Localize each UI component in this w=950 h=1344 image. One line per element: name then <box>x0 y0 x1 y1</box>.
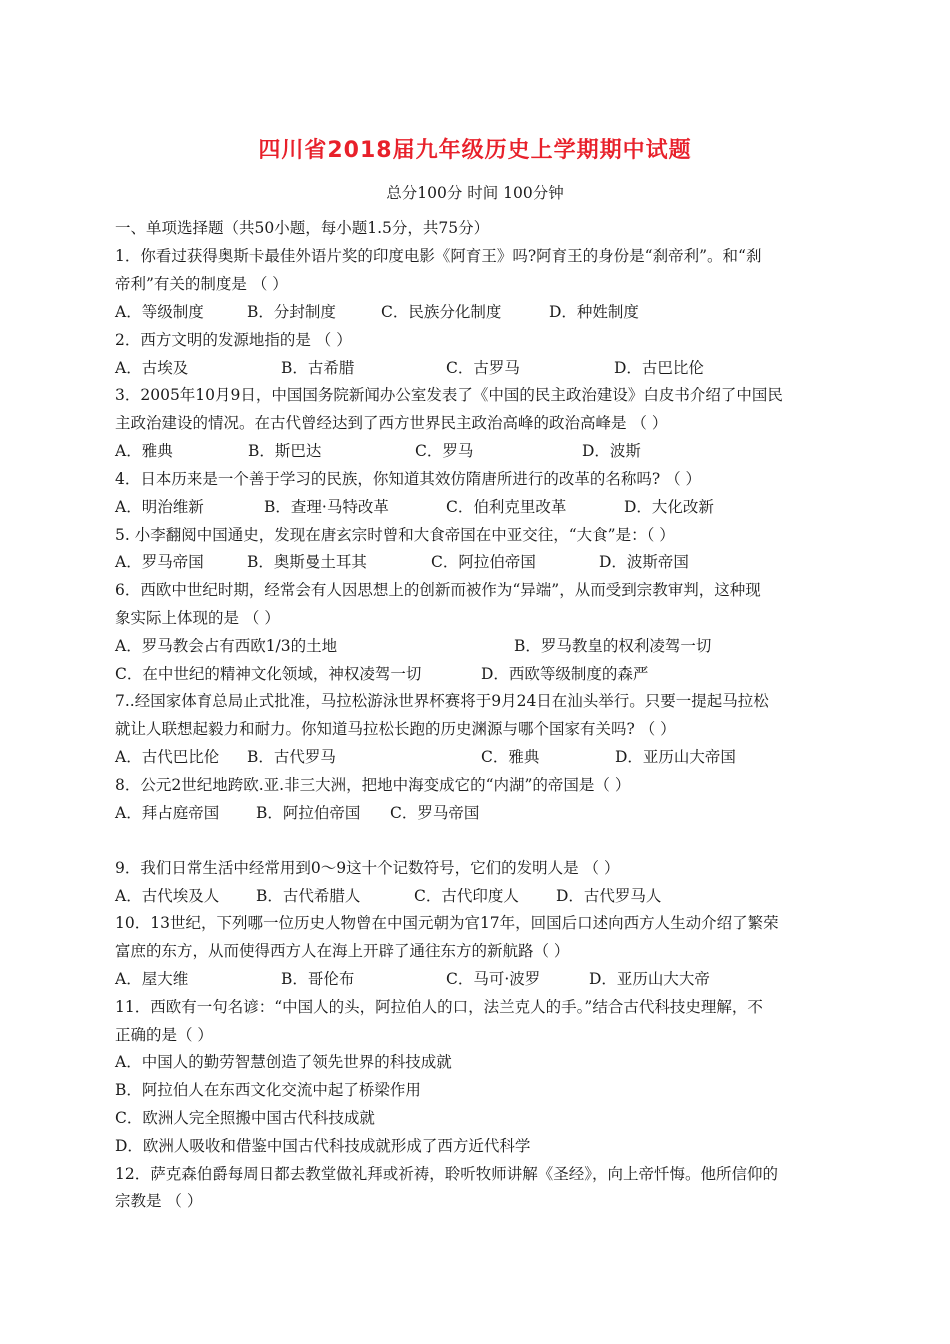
question-9-text: 9．我们日常生活中经常用到0～9这十个记数符号，它们的发明人是 （ ） <box>115 859 620 877</box>
option-a: A．罗马帝国 <box>115 553 204 571</box>
option-b: B．分封制度 <box>247 303 336 321</box>
question-6-text-cont: 象实际上体现的是 （ ） <box>115 609 280 627</box>
option-c: C．古代印度人 <box>414 887 519 905</box>
question-1-text: 1．你看过获得奥斯卡最佳外语片奖的印度电影《阿育王》吗?阿育王的身份是“刹帝利”。和“刹 <box>115 247 762 265</box>
option-a: A．古代巴比伦 <box>115 748 220 766</box>
option-b: B．哥伦布 <box>281 970 355 988</box>
option-a: A．罗马教会占有西欧1/3的土地 <box>115 637 338 655</box>
question-8-text: 8．公元2世纪地跨欧.亚.非三大洲，把地中海变成它的“内湖”的帝国是（ ） <box>115 776 631 794</box>
question-5-text: 5. 小李翻阅中国通史，发现在唐玄宗时曾和大食帝国在中亚交往，“大食”是：（ ） <box>115 526 675 544</box>
option-a: A．屋大维 <box>115 970 189 988</box>
option-c: C．古罗马 <box>446 359 520 377</box>
option-a: A．明治维新 <box>115 498 204 516</box>
page-title: 四川省2018届九年级历史上学期期中试题 <box>258 138 692 163</box>
option-c: C．在中世纪的精神文化领域，神权凌驾一切 <box>115 665 422 683</box>
question-2-text: 2．西方文明的发源地指的是 （ ） <box>115 331 352 349</box>
option-a: A．拜占庭帝国 <box>115 804 220 822</box>
option-d: D．种姓制度 <box>549 303 639 321</box>
question-11-text: 11．西欧有一句名谚：“中国人的头，阿拉伯人的口，法兰克人的手。”结合古代科技史理解，不 <box>115 998 763 1016</box>
question-6-text: 6．西欧中世纪时期，经常会有人因思想上的创新而被作为“异端”，从而受到宗教审判，这种现 <box>115 581 761 599</box>
question-11-option-d: D．欧洲人吸收和借鉴中国古代科技成就形成了西方近代科学 <box>115 1137 531 1155</box>
option-b: B．古希腊 <box>281 359 355 377</box>
option-b: B．阿拉伯帝国 <box>256 804 361 822</box>
option-a: A．古代埃及人 <box>115 887 220 905</box>
option-d: D．古巴比伦 <box>614 359 704 377</box>
question-3-text-cont: 主政治建设的情况。在古代曾经达到了西方世界民主政治高峰的政治高峰是 （ ） <box>115 414 668 432</box>
question-3-text: 3．2005年10月9日，中国国务院新闻办公室发表了《中国的民主政治建设》白皮书介绍了中国民 <box>115 386 783 404</box>
question-1-text-cont: 帝利”有关的制度是 （ ） <box>115 275 288 293</box>
exam-info: 总分100分 时间 100分钟 <box>386 184 564 202</box>
question-11-text-cont: 正确的是（ ） <box>115 1026 213 1044</box>
question-4-text: 4．日本历来是一个善于学习的民族，你知道其效仿隋唐所进行的改革的名称吗? （ ） <box>115 470 702 488</box>
option-c: C．马可·波罗 <box>446 970 541 988</box>
option-a: A．雅典 <box>115 442 173 460</box>
section-heading: 一、单项选择题（共50小题，每小题1.5分，共75分） <box>115 219 490 237</box>
option-d: D．古代罗马人 <box>556 887 662 905</box>
option-b: B．斯巴达 <box>248 442 322 460</box>
option-c: C．伯利克里改革 <box>446 498 567 516</box>
option-d: D．波斯帝国 <box>599 553 689 571</box>
option-d: D．西欧等级制度的森严 <box>481 665 649 683</box>
question-11-option-c: C．欧洲人完全照搬中国古代科技成就 <box>115 1109 375 1127</box>
question-10-text: 10．13世纪，下列哪一位历史人物曾在中国元朝为官17年，回国后口述向西方人生动介绍了繁荣 <box>115 914 779 932</box>
question-12-text-cont: 宗教是 （ ） <box>115 1192 203 1210</box>
option-d: D．波斯 <box>582 442 641 460</box>
question-12-text: 12．萨克森伯爵每周日都去教堂做礼拜或祈祷，聆听牧师讲解《圣经》，向上帝忏悔。他所信仰的 <box>115 1165 778 1183</box>
option-c: C．民族分化制度 <box>381 303 502 321</box>
option-c: C．阿拉伯帝国 <box>431 553 536 571</box>
question-7-text-cont: 就让人联想起毅力和耐力。你知道马拉松长跑的历史渊源与哪个国家有关吗? （ ） <box>115 720 676 738</box>
option-a: A．等级制度 <box>115 303 204 321</box>
option-b: B．奥斯曼土耳其 <box>247 553 367 571</box>
option-c: C．雅典 <box>481 748 540 766</box>
question-10-text-cont: 富庶的东方，从而使得西方人在海上开辟了通往东方的新航路（ ） <box>115 942 570 960</box>
question-7-text: 7..经国家体育总局止式批准，马拉松游泳世界杯赛将于9月24日在汕头举行。只要一提起马拉松 <box>115 692 769 710</box>
option-b: B．古代罗马 <box>247 748 336 766</box>
option-d: D．大化改新 <box>624 498 714 516</box>
option-d: D．亚历山大帝国 <box>615 748 736 766</box>
question-11-option-a: A．中国人的勤劳智慧创造了领先世界的科技成就 <box>115 1053 452 1071</box>
option-a: A．古埃及 <box>115 359 189 377</box>
question-11-option-b: B．阿拉伯人在东西文化交流中起了桥梁作用 <box>115 1081 421 1099</box>
option-b: B．罗马教皇的权利凌驾一切 <box>514 637 712 655</box>
option-b: B．查理·马特改革 <box>264 498 389 516</box>
option-d: D．亚历山大大帝 <box>589 970 710 988</box>
option-c: C．罗马 <box>415 442 474 460</box>
option-c: C．罗马帝国 <box>390 804 480 822</box>
option-b: B．古代希腊人 <box>256 887 361 905</box>
